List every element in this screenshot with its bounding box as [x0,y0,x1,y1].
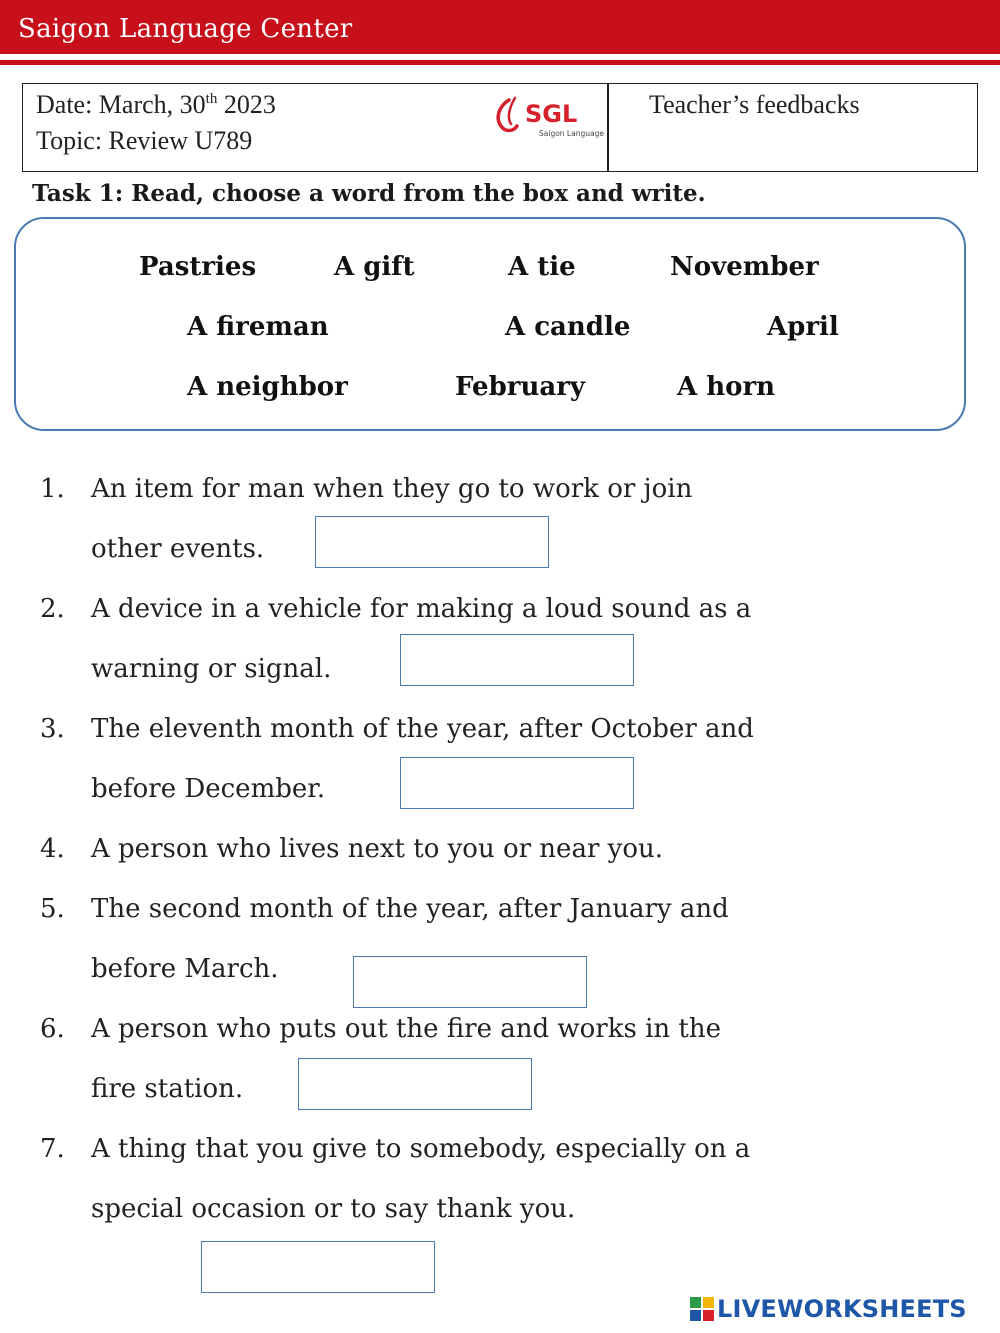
svg-text:Saigon Language: Saigon Language [539,129,604,138]
info-box [22,83,978,172]
question-text: A device in a vehicle for making a loud sound as a [91,594,752,624]
question-text: The second month of the year, after January and [91,894,729,924]
question-text: fire station. [91,1074,244,1104]
question-number: 1. [40,474,65,504]
liveworksheets-logo-icon [690,1297,714,1321]
center-name: Saigon Language Center [18,14,353,44]
brand-text: LIVEWORKSHEETS [717,1295,967,1323]
sgl-logo [495,94,607,140]
question-text: A person who lives next to you or near you. [91,834,663,864]
question-text: A thing that you give to somebody, especially on a [91,1134,751,1164]
question-text: An item for man when they go to work or join [91,474,693,504]
answer-input-3[interactable] [400,757,634,809]
word-bank-item: A tie [508,252,576,282]
header-bar [0,0,1000,54]
question-text: warning or signal. [91,654,332,684]
question-number: 3. [40,714,65,744]
question-text: other events. [91,534,265,564]
svg-text:SGL: SGL [525,100,578,128]
answer-input-7[interactable] [201,1241,435,1293]
question-number: 4. [40,834,65,864]
question-number: 2. [40,594,65,624]
question-text: A person who puts out the fire and works in the [91,1014,722,1044]
question-text: The eleventh month of the year, after October and [91,714,754,744]
topic-line: Topic: Review U789 [36,126,253,155]
word-bank-item: A horn [677,372,776,402]
word-bank-item: A candle [505,312,631,342]
header-rule [0,60,1000,65]
date-line: Date: March, 30th 2023 [36,90,276,119]
word-bank-item: A gift [334,252,415,282]
answer-input-2[interactable] [400,634,634,686]
question-text: before December. [91,774,326,804]
word-bank-item: A neighbor [187,372,348,402]
question-number: 6. [40,1014,65,1044]
question-number: 5. [40,894,65,924]
word-bank-item: April [767,312,839,342]
question-text: special occasion or to say thank you. [91,1194,576,1224]
liveworksheets-brand [690,1292,967,1326]
task-title: Task 1: Read, choose a word from the box and write. [32,180,706,207]
word-bank-item: November [670,252,819,282]
answer-input-5[interactable] [353,956,587,1008]
word-bank-item: A fireman [187,312,329,342]
word-bank-item: February [455,372,586,402]
question-number: 7. [40,1134,65,1164]
feedback-label: Teacher’s feedbacks [649,90,860,119]
answer-input-1[interactable] [315,516,549,568]
header-divider [607,84,609,171]
answer-input-6[interactable] [298,1058,532,1110]
word-bank-item: Pastries [139,252,257,282]
question-text: before March. [91,954,279,984]
